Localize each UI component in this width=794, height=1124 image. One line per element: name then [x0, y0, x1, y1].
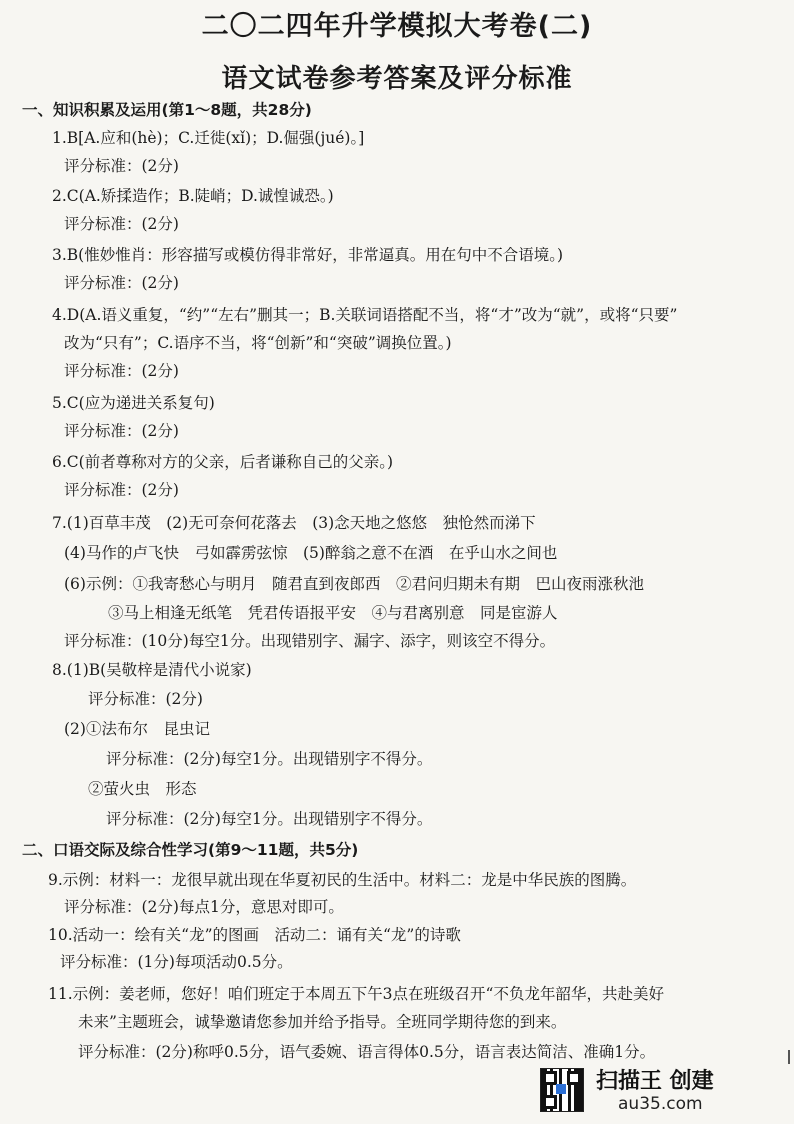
- answer-line: 5.C(应为递进关系复句): [52, 394, 215, 412]
- score-line: 评分标准：(2分): [64, 215, 179, 233]
- answer-line: ②萤火虫 形态: [88, 780, 197, 798]
- answer-line: 11.示例：姜老师，您好！咱们班定于本周五下午3点在班级召开“不负龙年韶华，共赴美好: [48, 985, 664, 1003]
- scan-margin-mark: [788, 1050, 790, 1064]
- answer-line-continued: ③马上相逢无纸笔 凭君传语报平安 ④与君离别意 同是宦游人: [108, 604, 558, 622]
- section-one-heading: 一、知识积累及运用(第1～8题，共28分): [22, 101, 312, 119]
- score-line: 评分标准：(2分): [88, 690, 203, 708]
- answer-line: 7.(1)百草丰茂 (2)无可奈何花落去 (3)念天地之悠悠 独怆然而涕下: [52, 514, 536, 532]
- answer-line: 9.示例：材料一：龙很早就出现在华夏初民的生活中。材料二：龙是中华民族的图腾。: [48, 871, 637, 889]
- qr-code-icon: [540, 1068, 584, 1112]
- answer-line: 2.C(A.矫揉造作；B.陡峭；D.诚惶诚恐。): [52, 187, 334, 205]
- score-line: 评分标准：(10分)每空1分。出现错别字、漏字、添字，则该空不得分。: [64, 632, 556, 650]
- answer-line: 6.C(前者尊称对方的父亲，后者谦称自己的父亲。): [52, 453, 393, 471]
- score-line: 评分标准：(2分)每点1分，意思对即可。: [64, 898, 344, 916]
- answer-line: 10.活动一：绘有关“龙”的图画 活动二：诵有关“龙”的诗歌: [48, 926, 461, 944]
- answer-line-continued: 改为“只有”；C.语序不当，将“创新”和“突破”调换位置。): [64, 334, 452, 352]
- answer-line: 3.B(惟妙惟肖：形容描写或模仿得非常好，非常逼真。用在句中不合语境。): [52, 246, 564, 264]
- scanner-watermark: [540, 1064, 790, 1120]
- score-line: 评分标准：(2分): [64, 274, 179, 292]
- score-line: 评分标准：(1分)每项活动0.5分。: [60, 953, 293, 971]
- answer-line: 4.D(A.语义重复，“约”“左右”删其一；B.关联词语搭配不当，将“才”改为“就”，或将“只要”: [52, 306, 678, 324]
- score-line: 评分标准：(2分): [64, 362, 179, 380]
- exam-title: 二〇二四年升学模拟大考卷(二): [201, 11, 593, 42]
- score-line: 评分标准：(2分): [64, 481, 179, 499]
- watermark-brand: 扫描王 创建: [596, 1069, 714, 1094]
- answer-line: 8.(1)B(吴敬梓是清代小说家): [52, 661, 252, 679]
- answer-line-continued: (6)示例：①我寄愁心与明月 随君直到夜郎西 ②君问归期未有期 巴山夜雨涨秋池: [64, 575, 644, 593]
- answer-key-title: 语文试卷参考答案及评分标准: [221, 64, 573, 94]
- answer-line: (2)①法布尔 昆虫记: [64, 720, 210, 738]
- section-two-heading: 二、口语交际及综合性学习(第9～11题，共5分): [22, 841, 359, 859]
- answer-line-continued: (4)马作的卢飞快 弓如霹雳弦惊 (5)醉翁之意不在酒 在乎山水之间也: [64, 544, 558, 562]
- score-line: 评分标准：(2分)每空1分。出现错别字不得分。: [106, 750, 433, 768]
- score-line: 评分标准：(2分)称呼0.5分，语气委婉、语言得体0.5分，语言表达简洁、准确1分。: [78, 1043, 656, 1061]
- score-line: 评分标准：(2分): [64, 157, 179, 175]
- watermark-site: au35.com: [618, 1094, 703, 1114]
- answer-line: 1.B[A.应和(hè)；C.迁徙(xǐ)；D.倔强(jué)。]: [52, 129, 365, 147]
- answer-line-continued: 未来”主题班会，诚挚邀请您参加并给予指导。全班同学期待您的到来。: [78, 1013, 567, 1031]
- score-line: 评分标准：(2分)每空1分。出现错别字不得分。: [106, 810, 433, 828]
- score-line: 评分标准：(2分): [64, 422, 179, 440]
